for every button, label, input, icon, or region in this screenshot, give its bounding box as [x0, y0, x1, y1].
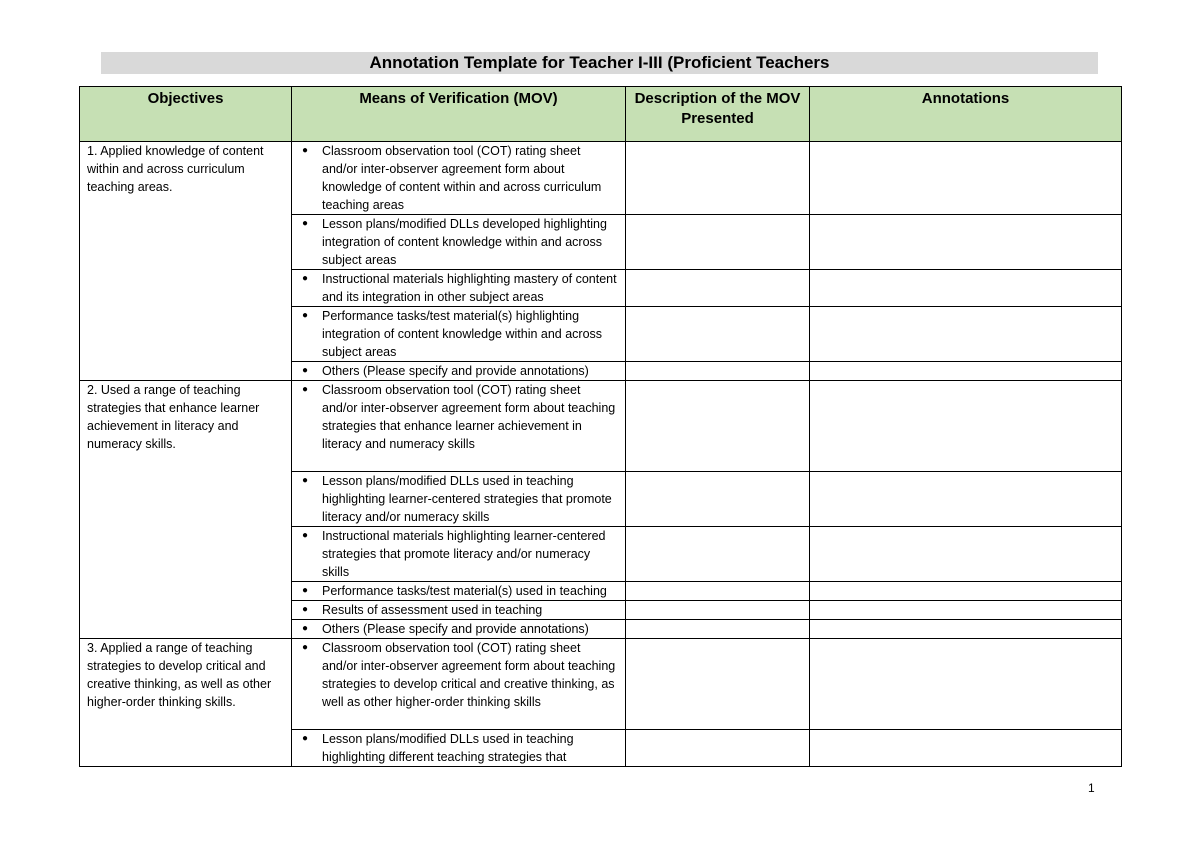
mov-item: ● Instructional materials highlighting learner-centered strategies that promote literacy and/or numeracy skills: [292, 527, 626, 582]
mov-item: ● Lesson plans/modified DLLs used in teaching highlighting different teaching strategies that: [292, 730, 626, 767]
description-cell[interactable]: [626, 582, 810, 601]
bullet-icon: ●: [302, 642, 309, 653]
description-cell[interactable]: [626, 307, 810, 362]
bullet-icon: ●: [302, 623, 309, 634]
description-cell[interactable]: [626, 381, 810, 472]
annotation-cell[interactable]: [810, 362, 1122, 381]
annotation-cell[interactable]: [810, 215, 1122, 270]
description-cell[interactable]: [626, 362, 810, 381]
mov-item: ● Classroom observation tool (COT) rating sheet and/or inter-observer agreement form about teaching strategies to develop critical and creative thinking, as well as other higher-order thinking skills: [292, 639, 626, 730]
annotation-cell[interactable]: [810, 142, 1122, 215]
annotation-cell[interactable]: [810, 381, 1122, 472]
annotation-cell[interactable]: [810, 620, 1122, 639]
annotation-cell[interactable]: [810, 582, 1122, 601]
description-cell[interactable]: [626, 142, 810, 215]
annotation-cell[interactable]: [810, 601, 1122, 620]
mov-item: ● Performance tasks/test material(s) used in teaching: [292, 582, 626, 601]
bullet-icon: ●: [302, 365, 309, 376]
annotation-cell[interactable]: [810, 307, 1122, 362]
bullet-icon: ●: [302, 733, 309, 744]
header-description: Description of the MOV Presented: [626, 87, 810, 142]
header-mov: Means of Verification (MOV): [292, 87, 626, 142]
mov-item: ● Performance tasks/test material(s) highlighting integration of content knowledge within and across subject areas: [292, 307, 626, 362]
annotation-cell[interactable]: [810, 270, 1122, 307]
document-title: Annotation Template for Teacher I-III (Proficient Teachers: [101, 52, 1098, 74]
header-annotations: Annotations: [810, 87, 1122, 142]
bullet-icon: ●: [302, 218, 309, 229]
bullet-icon: ●: [302, 145, 309, 156]
mov-item: ● Results of assessment used in teaching: [292, 601, 626, 620]
description-cell[interactable]: [626, 472, 810, 527]
bullet-icon: ●: [302, 585, 309, 596]
annotation-cell[interactable]: [810, 527, 1122, 582]
mov-item: ● Classroom observation tool (COT) rating sheet and/or inter-observer agreement form about knowledge of content within and across curriculum teaching areas: [292, 142, 626, 215]
header-objectives: Objectives: [80, 87, 292, 142]
description-cell[interactable]: [626, 601, 810, 620]
description-cell[interactable]: [626, 527, 810, 582]
bullet-icon: ●: [302, 475, 309, 486]
objective-cell: 3. Applied a range of teaching strategies to develop critical and creative thinking, as well as other higher-order thinking skills.: [80, 639, 292, 767]
mov-item: ● Others (Please specify and provide annotations): [292, 620, 626, 639]
mov-item: ● Instructional materials highlighting mastery of content and its integration in other subject areas: [292, 270, 626, 307]
description-cell[interactable]: [626, 620, 810, 639]
bullet-icon: ●: [302, 273, 309, 284]
annotation-table: [79, 86, 1122, 767]
bullet-icon: ●: [302, 604, 309, 615]
mov-item: ● Lesson plans/modified DLLs developed highlighting integration of content knowledge within and across subject areas: [292, 215, 626, 270]
description-cell[interactable]: [626, 730, 810, 767]
annotation-cell[interactable]: [810, 639, 1122, 730]
bullet-icon: ●: [302, 310, 309, 321]
annotation-cell[interactable]: [810, 730, 1122, 767]
description-cell[interactable]: [626, 270, 810, 307]
bullet-icon: ●: [302, 384, 309, 395]
bullet-icon: ●: [302, 530, 309, 541]
description-cell[interactable]: [626, 215, 810, 270]
annotation-cell[interactable]: [810, 472, 1122, 527]
page-number: 1: [1088, 781, 1095, 795]
mov-item: ● Others (Please specify and provide annotations): [292, 362, 626, 381]
mov-item: ● Classroom observation tool (COT) rating sheet and/or inter-observer agreement form about teaching strategies that enhance learner achievement in literacy and numeracy skills: [292, 381, 626, 472]
objective-cell: 1. Applied knowledge of content within and across curriculum teaching areas.: [80, 142, 292, 381]
description-cell[interactable]: [626, 639, 810, 730]
mov-item: ● Lesson plans/modified DLLs used in teaching highlighting learner-centered strategies that promote literacy and/or numeracy skills: [292, 472, 626, 527]
objective-cell: 2. Used a range of teaching strategies that enhance learner achievement in literacy and numeracy skills.: [80, 381, 292, 639]
